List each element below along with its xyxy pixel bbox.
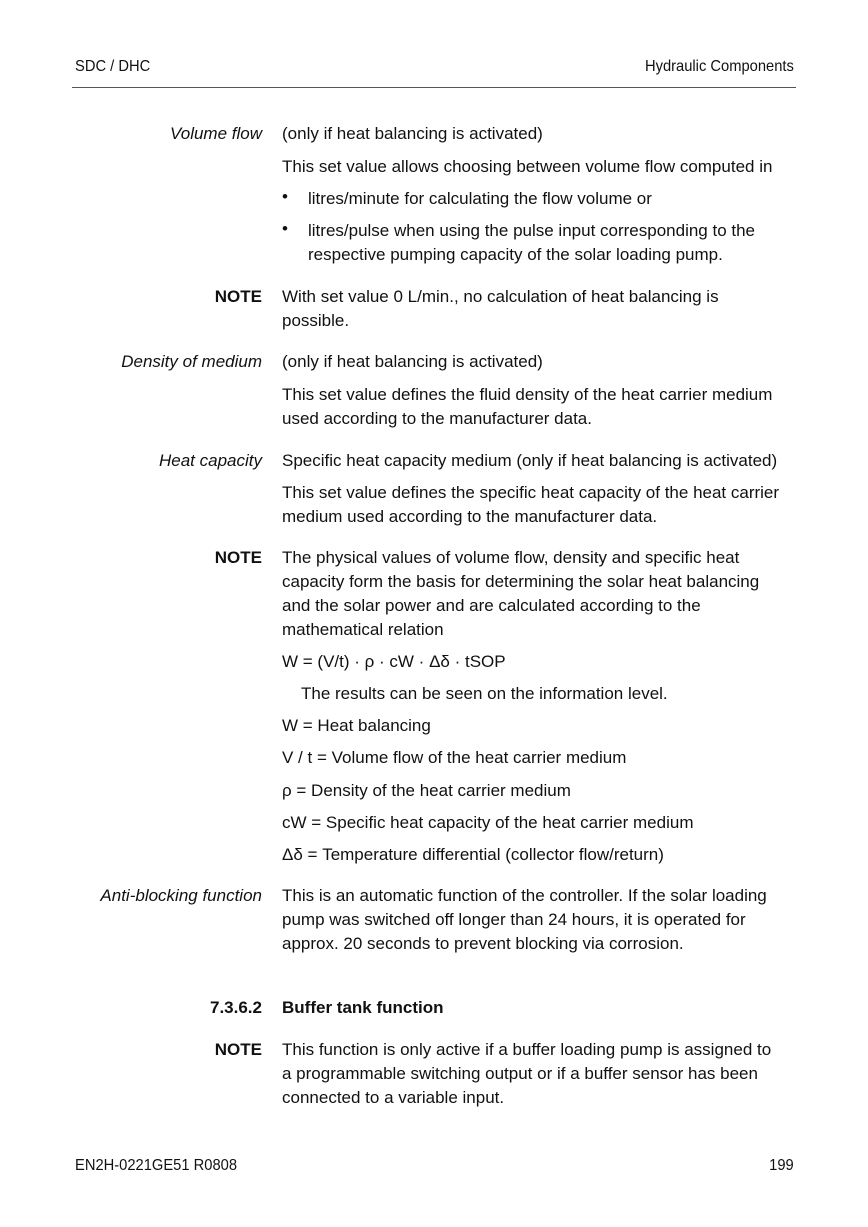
note3-line2: a programmable switching output or if a buffer sensor has been (282, 1064, 758, 1083)
bullet-litres-pulse-line2: respective pumping capacity of the solar loading pump. (308, 245, 723, 264)
section-title: Buffer tank function (282, 998, 444, 1017)
definition-volume-flow: V / t = Volume flow of the heat carrier medium (282, 748, 627, 767)
note-label: NOTE (214, 287, 262, 306)
volume-flow-condition: (only if heat balancing is activated) (282, 124, 543, 143)
definition-heat-capacity: cW = Specific heat capacity of the heat carrier medium (282, 813, 694, 832)
heat-capacity-condition: Specific heat capacity medium (only if heat balancing is activated) (282, 451, 778, 470)
note-label: NOTE (214, 1040, 262, 1059)
note1-line1: With set value 0 L/min., no calculation of heat balancing is (282, 287, 719, 306)
heat-capacity-description-line2: medium used according to the manufacturer data. (282, 507, 658, 526)
header-doc-title: SDC / DHC (75, 58, 151, 75)
note3-line1: This function is only active if a buffer loading pump is assigned to (282, 1040, 772, 1059)
definition-w: W = Heat balancing (282, 716, 431, 735)
note1-line2: possible. (282, 311, 350, 330)
density-condition: (only if heat balancing is activated) (282, 352, 543, 371)
note2-line2: capacity form the basis for determining the solar heat balancing (282, 572, 760, 591)
note2-line4: mathematical relation (282, 620, 444, 639)
note3-line3: connected to a variable input. (282, 1088, 505, 1107)
note2-line3: and the solar power and are calculated according to the (282, 596, 701, 615)
label-heat-capacity: Heat capacity (159, 451, 262, 470)
page-number: 199 (769, 1157, 794, 1174)
results-note: The results can be seen on the information level. (301, 684, 668, 703)
anti-blocking-line2: pump was switched off longer than 24 hours, it is operated for (282, 910, 746, 929)
note-label: NOTE (214, 548, 262, 567)
definition-density: ρ = Density of the heat carrier medium (282, 781, 571, 800)
note2-line1: The physical values of volume flow, density and specific heat (282, 548, 740, 567)
page-footer (72, 1157, 796, 1181)
header-chapter-title: Hydraulic Components (645, 58, 794, 75)
bullet-marker: • (282, 187, 288, 206)
footer-document-code: EN2H-0221GE51 R0808 (75, 1157, 238, 1174)
page-header (72, 56, 796, 88)
heat-capacity-description-line1: This set value defines the specific heat capacity of the heat carrier (282, 483, 780, 502)
label-density-of-medium: Density of medium (121, 352, 262, 371)
label-volume-flow: Volume flow (170, 124, 262, 143)
bullet-litres-pulse-line1: litres/pulse when using the pulse input corresponding to the (308, 221, 756, 240)
volume-flow-description: This set value allows choosing between volume flow computed in (282, 157, 773, 176)
bullet-marker: • (282, 219, 288, 238)
bullet-litres-minute: litres/minute for calculating the flow volume or (308, 189, 652, 208)
density-description-line2: used according to the manufacturer data. (282, 409, 592, 428)
anti-blocking-line3: approx. 20 seconds to prevent blocking via corrosion. (282, 934, 684, 953)
label-anti-blocking-function: Anti-blocking function (100, 886, 262, 905)
definition-temperature-differential: Δδ = Temperature differential (collector flow/return) (282, 845, 664, 864)
formula: W = (V/t) · ρ · cW · Δδ · tSOP (282, 652, 506, 671)
section-number: 7.3.6.2 (210, 998, 262, 1017)
anti-blocking-line1: This is an automatic function of the controller. If the solar loading (282, 886, 767, 905)
density-description-line1: This set value defines the fluid density of the heat carrier medium (282, 385, 773, 404)
